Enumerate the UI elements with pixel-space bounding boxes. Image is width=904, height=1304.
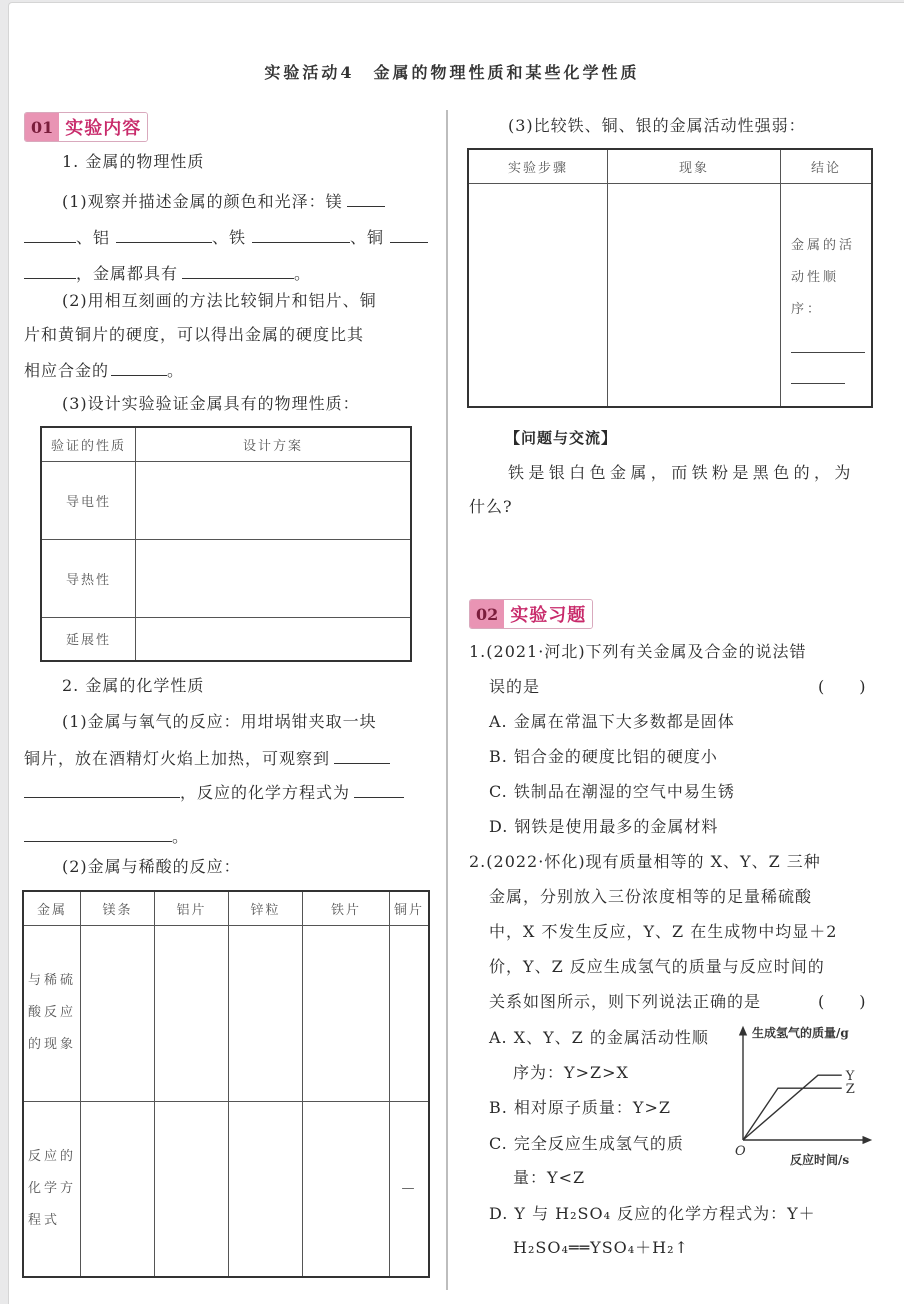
table3-cell-conclusion (781, 183, 873, 407)
column-divider (446, 110, 448, 1290)
table2-header-aluminum: 铝片 (155, 891, 229, 925)
table3-cell-phenomenon[interactable] (608, 183, 781, 407)
ex2-option-a-line1: A. X、Y、Z 的金属活动性顺 (489, 1028, 709, 1047)
p3-line: (3)设计实验验证金属具有的物理性质： (62, 394, 360, 413)
label-line: 程式 (28, 1212, 61, 1228)
p1-common-property-text: ，金属都具有 (76, 264, 179, 283)
ex1-option-d: D. 钢铁是使用最多的金属材料 (489, 817, 719, 836)
table2-cell-aluminum-equation[interactable] (155, 1101, 229, 1277)
ex2-option-b: B. 相对原子质量：Y>Z (489, 1098, 672, 1117)
section-01-label: 实验内容 (59, 113, 147, 141)
blank-copper-cont[interactable] (24, 262, 76, 279)
ex2-line5: 关系如图所示，则下列说法正确的是 (489, 992, 762, 1011)
table2-row-equation-label (23, 1101, 81, 1277)
section-02-number: 02 (470, 600, 504, 628)
blank-magnesium-cont[interactable] (24, 226, 76, 243)
label-aluminum: 、铝 (76, 228, 111, 247)
period: 。 (172, 827, 190, 846)
label-line: 反应的 (28, 1148, 77, 1164)
ex2-option-a-line2: 序为：Y>Z>X (513, 1063, 629, 1082)
blank-aluminum[interactable] (116, 226, 212, 243)
section-02-label: 实验习题 (504, 600, 592, 628)
p1-text: (1)观察并描述金属的颜色和光泽：镁 (62, 192, 343, 211)
heading-chemical-properties: 2. 金属的化学性质 (62, 676, 205, 695)
p1-line2 (24, 226, 428, 248)
ex1-option-c: C. 铁制品在潮湿的空气中易生锈 (489, 782, 735, 801)
p2-line2: 片和黄铜片的硬度，可以得出金属的硬度比其 (24, 325, 365, 344)
table1-cell-thermal-plan[interactable] (136, 539, 412, 617)
table1-header-plan: 设计方案 (136, 427, 412, 461)
ex1-answer-bracket[interactable]: ( ) (818, 677, 867, 696)
table2-cell-magnesium-equation[interactable] (81, 1101, 155, 1277)
ex2-line4: 价，Y、Z 反应生成氢气的质量与反应时间的 (489, 957, 825, 976)
table1-cell-conductivity-plan[interactable] (136, 461, 412, 539)
q1-equation-text: ，反应的化学方程式为 (180, 783, 351, 802)
table2-header-copper: 铜片 (390, 891, 430, 925)
x-axis-label: 反应时间/s (790, 1153, 850, 1167)
ex1-line2: 误的是 (489, 677, 541, 696)
blank-magnesium[interactable] (347, 190, 385, 207)
q1-line1: (1)金属与氧气的反应：用坩埚钳夹取一块 (62, 712, 377, 731)
p1-line3 (24, 262, 311, 284)
blank-observation-cont[interactable] (24, 781, 180, 798)
ex1-line1: 1.(2021·河北)下列有关金属及合金的说法错 (469, 642, 807, 661)
discussion-line2: 什么? (469, 497, 513, 516)
section-02-badge (469, 599, 593, 629)
hydrogen-mass-chart (730, 1020, 900, 1170)
p2-line1: (2)用相互刻画的方法比较铜片和铝片、铜 (62, 291, 377, 310)
label-line: 化学方 (28, 1180, 77, 1196)
series-label-z: Z (845, 1082, 855, 1098)
blank-hardness[interactable] (111, 359, 167, 376)
table3-header-phenomenon: 现象 (608, 149, 781, 183)
ex2-option-c-line1: C. 完全反应生成氢气的质 (489, 1134, 684, 1153)
series-line-z (743, 1088, 842, 1140)
ex2-option-d-line1: D. Y 与 H₂SO₄ 反应的化学方程式为：Y＋ (489, 1204, 816, 1223)
conclusion-line1: 金属的活 (791, 237, 856, 253)
ex2-line3: 中，X 不发生反应，Y、Z 在生成物中均显＋2 (489, 922, 838, 941)
y-axis-label: 生成氢气的质量/g (752, 1026, 849, 1040)
table2-row-phenomenon-label (23, 925, 81, 1101)
page-title: 实验活动4 金属的物理性质和某些化学性质 (264, 63, 640, 82)
period: 。 (294, 264, 312, 283)
label-iron: 、铁 (212, 228, 247, 247)
q1-line2 (24, 747, 390, 769)
conclusion-line2: 动性顺序： (791, 269, 840, 317)
label-line: 与稀硫 (28, 973, 77, 988)
table2-header-metal: 金属 (23, 891, 81, 925)
discussion-line1: 铁是银白色金属，而铁粉是黑色的，为 (508, 463, 855, 482)
origin-label: O (735, 1144, 746, 1159)
ex2-line2: 金属，分别放入三份浓度相等的足量稀硫酸 (489, 887, 813, 906)
p2-text: 相应合金的 (24, 361, 110, 380)
table2-cell-zinc-phenomenon[interactable] (229, 925, 303, 1101)
series-line-y (743, 1075, 842, 1140)
table2-cell-copper-equation: — (390, 1101, 430, 1277)
table2-header-magnesium: 镁条 (81, 891, 155, 925)
table1-cell-ductility-plan[interactable] (136, 617, 412, 661)
table2-cell-copper-phenomenon[interactable] (390, 925, 430, 1101)
table2-cell-magnesium-phenomenon[interactable] (81, 925, 155, 1101)
table2-header-iron: 铁片 (303, 891, 390, 925)
table2-header-zinc: 锌粒 (229, 891, 303, 925)
series-label-y: Y (845, 1069, 855, 1085)
ex2-option-c-line2: 量：Y<Z (513, 1168, 586, 1187)
blank-copper[interactable] (390, 226, 428, 243)
blank-equation[interactable] (354, 781, 404, 798)
p2-line3 (24, 359, 184, 381)
ex1-option-b: B. 铝合金的硬度比铝的硬度小 (489, 747, 718, 766)
label-copper: 、铜 (350, 228, 385, 247)
q1-line3 (24, 781, 404, 803)
q3-line: (3)比较铁、铜、银的金属活动性强弱： (508, 116, 806, 135)
discussion-title: 【问题与交流】 (505, 429, 618, 447)
section-01-number: 01 (25, 113, 59, 141)
label-line: 酸反应 (28, 1005, 77, 1020)
ex2-option-d-line2: H₂SO₄══YSO₄＋H₂↑ (513, 1238, 689, 1257)
table3-header-steps: 实验步骤 (468, 149, 608, 183)
ex1-option-a: A. 金属在常温下大多数都是固体 (489, 712, 735, 731)
acid-reaction-table (22, 890, 430, 1278)
table3-cell-steps[interactable] (468, 183, 608, 407)
blank-observation[interactable] (334, 747, 390, 764)
blank-iron[interactable] (252, 226, 350, 243)
q1-text: 铜片，放在酒精灯火焰上加热，可观察到 (24, 749, 331, 768)
blank-activity-order[interactable] (791, 326, 865, 353)
table3-header-conclusion: 结论 (781, 149, 873, 183)
q1-line4 (24, 825, 189, 847)
table2-cell-aluminum-phenomenon[interactable] (155, 925, 229, 1101)
q2-line: (2)金属与稀酸的反应： (62, 857, 241, 876)
period: 。 (167, 361, 185, 380)
table1-row-ductility: 延展性 (41, 617, 136, 661)
section-01-badge (24, 112, 148, 142)
label-line: 的现象 (28, 1037, 77, 1052)
blank-equation-cont[interactable] (24, 825, 172, 842)
p1-line1 (62, 190, 385, 212)
ex2-line1: 2.(2022·怀化)现有质量相等的 X、Y、Z 三种 (469, 852, 821, 871)
physical-properties-table (40, 426, 412, 662)
blank-common-property[interactable] (182, 262, 294, 279)
table2-cell-iron-phenomenon[interactable] (303, 925, 390, 1101)
chart-svg (730, 1020, 900, 1170)
table2-cell-zinc-equation[interactable] (229, 1101, 303, 1277)
activity-comparison-table (467, 148, 873, 408)
ex2-answer-bracket[interactable]: ( ) (818, 992, 867, 1011)
table1-row-thermal: 导热性 (41, 539, 136, 617)
blank-activity-order-cont[interactable] (791, 353, 845, 384)
heading-physical-properties: 1. 金属的物理性质 (62, 152, 205, 171)
table1-header-property: 验证的性质 (41, 427, 136, 461)
table2-cell-iron-equation[interactable] (303, 1101, 390, 1277)
table1-row-conductivity: 导电性 (41, 461, 136, 539)
